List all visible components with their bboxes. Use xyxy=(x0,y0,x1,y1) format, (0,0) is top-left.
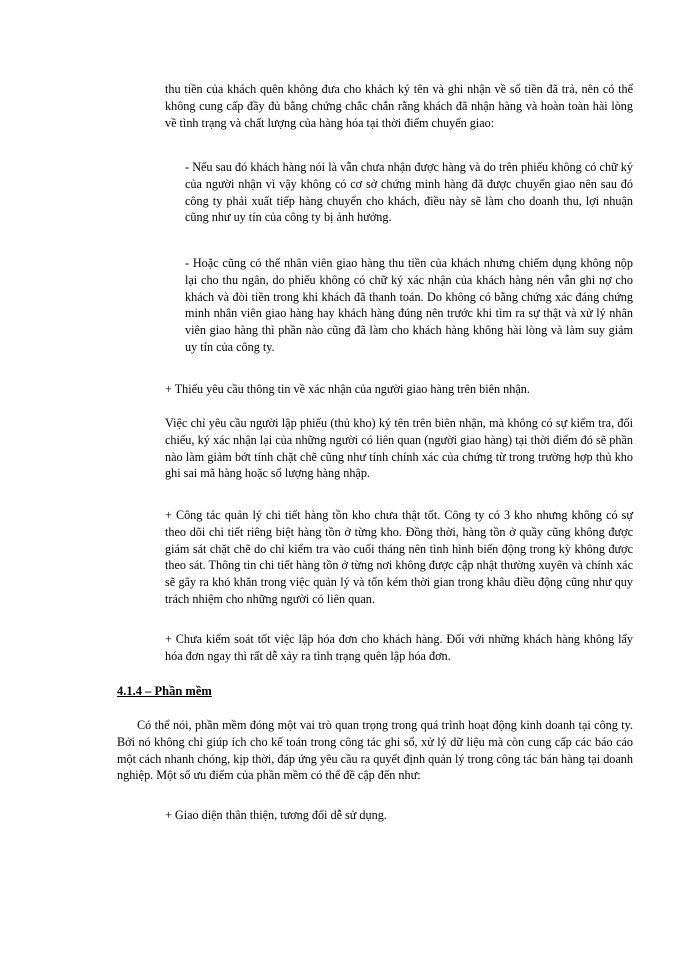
paragraph-customer-not-received: - Nếu sau đó khách hàng nói là vẫn chưa nhận được hàng và do trên phiếu không có chữ ký của người nhận vì vậy không có cơ sở chứng minh hàng đã được chuyển giao nên sau đó công ty phải xuất tiếp hàng chuyển cho khách, điều này sẽ làm cho doanh thu, lợi nhuận cũng như uy tín của công ty bị ảnh hưởng. xyxy=(185,160,633,225)
section-heading: 4.1.4 – Phần mềm xyxy=(117,684,212,698)
paragraph-software-role: Có thể nói, phần mềm đóng một vai trò quan trọng trong quá trình hoạt động kinh doanh tại công ty. Bởi nó không chỉ giúp ích cho kế toán trong công tác ghi sổ, xử lý dữ liệu mà còn cung cấp các báo cáo một cách nhanh chóng, kịp thời, đáp ứng yêu cầu ra quyết định quản lý trong công tác bán hàng tại doanh nghiệp. Một số ưu điểm của phần mềm có thể đề cập đến như: xyxy=(117,718,633,783)
paragraph-inventory-management: + Công tác quản lý chi tiết hàng tồn kho chưa thật tốt. Công ty có 3 kho nhưng không có sự theo dõi chi tiết riêng biệt hàng tồn ở từng kho. Đồng thời, hàng tồn ở quầy cũng không được giám sát chặt chẽ do chỉ kiểm tra vào cuối tháng nên tình hình biến động trong kỳ không được theo sát. Thông tin chi tiết hàng tồn ở từng nơi không được cập nhật thường xuyên và chính xác sẽ gây ra khó khăn trong việc quản lý và tốn kém thời gian trong khâu điều động cũng như quy trách nhiệm cho những người có liên quan. xyxy=(165,508,633,606)
paragraph-warehouse-keeper-signature: Việc chỉ yêu cầu người lập phiếu (thủ kho) ký tên trên biên nhận, mà không có sự kiểm tra, đối chiếu, ký xác nhận lại của những người có liên quan (người giao hàng) tại thời điểm đó sẽ phần nào làm giảm bớt tính chặt chẽ cũng như tính chính xác của chứng từ trong trường hợp thủ kho ghi sai mã hàng hoặc số lượng hàng nhập. xyxy=(165,416,633,481)
paragraph-software-advantage: + Giao diện thân thiện, tương đối dễ sử dụng. xyxy=(165,808,387,822)
paragraph-delivery-staff-misuse: - Hoặc cũng có thể nhân viên giao hàng thu tiền của khách nhưng chiếm dụng không nộp lại cho thu ngân, do phiếu không có chữ ký xác nhận của khách hàng nên vẫn ghi nợ cho khách và đòi tiền trong khi khách đã thanh toán. Do không có bằng chứng xác đáng chứng minh nhân viên giao hàng hay khách hàng đúng nên trước khi tìm ra sự thật và xử lý nhân viên giao hàng thì phần nào cũng đã làm cho khách hàng không hài lòng và làm suy giảm uy tín của công ty. xyxy=(185,256,633,354)
paragraph-invoice-control: + Chưa kiểm soát tốt việc lập hóa đơn cho khách hàng. Đối với những khách hàng không lấy hóa đơn ngay thì rất dễ xảy ra tình trạng quên lập hóa đơn. xyxy=(165,632,633,663)
paragraph-missing-deliverer-confirmation: + Thiếu yêu cầu thông tin về xác nhận của người giao hàng trên biên nhận. xyxy=(165,382,530,396)
paragraph-delivery-confirmation: thu tiền của khách quên không đưa cho khách ký tên và ghi nhận về số tiền đã trả, nên có thể không cung cấp đầy đủ bằng chứng chắc chắn rằng khách đã nhận hàng và hoàn toàn hài lòng về tình trạng và chất lượng của hàng hóa tại thời điểm chuyển giao: xyxy=(165,82,633,130)
